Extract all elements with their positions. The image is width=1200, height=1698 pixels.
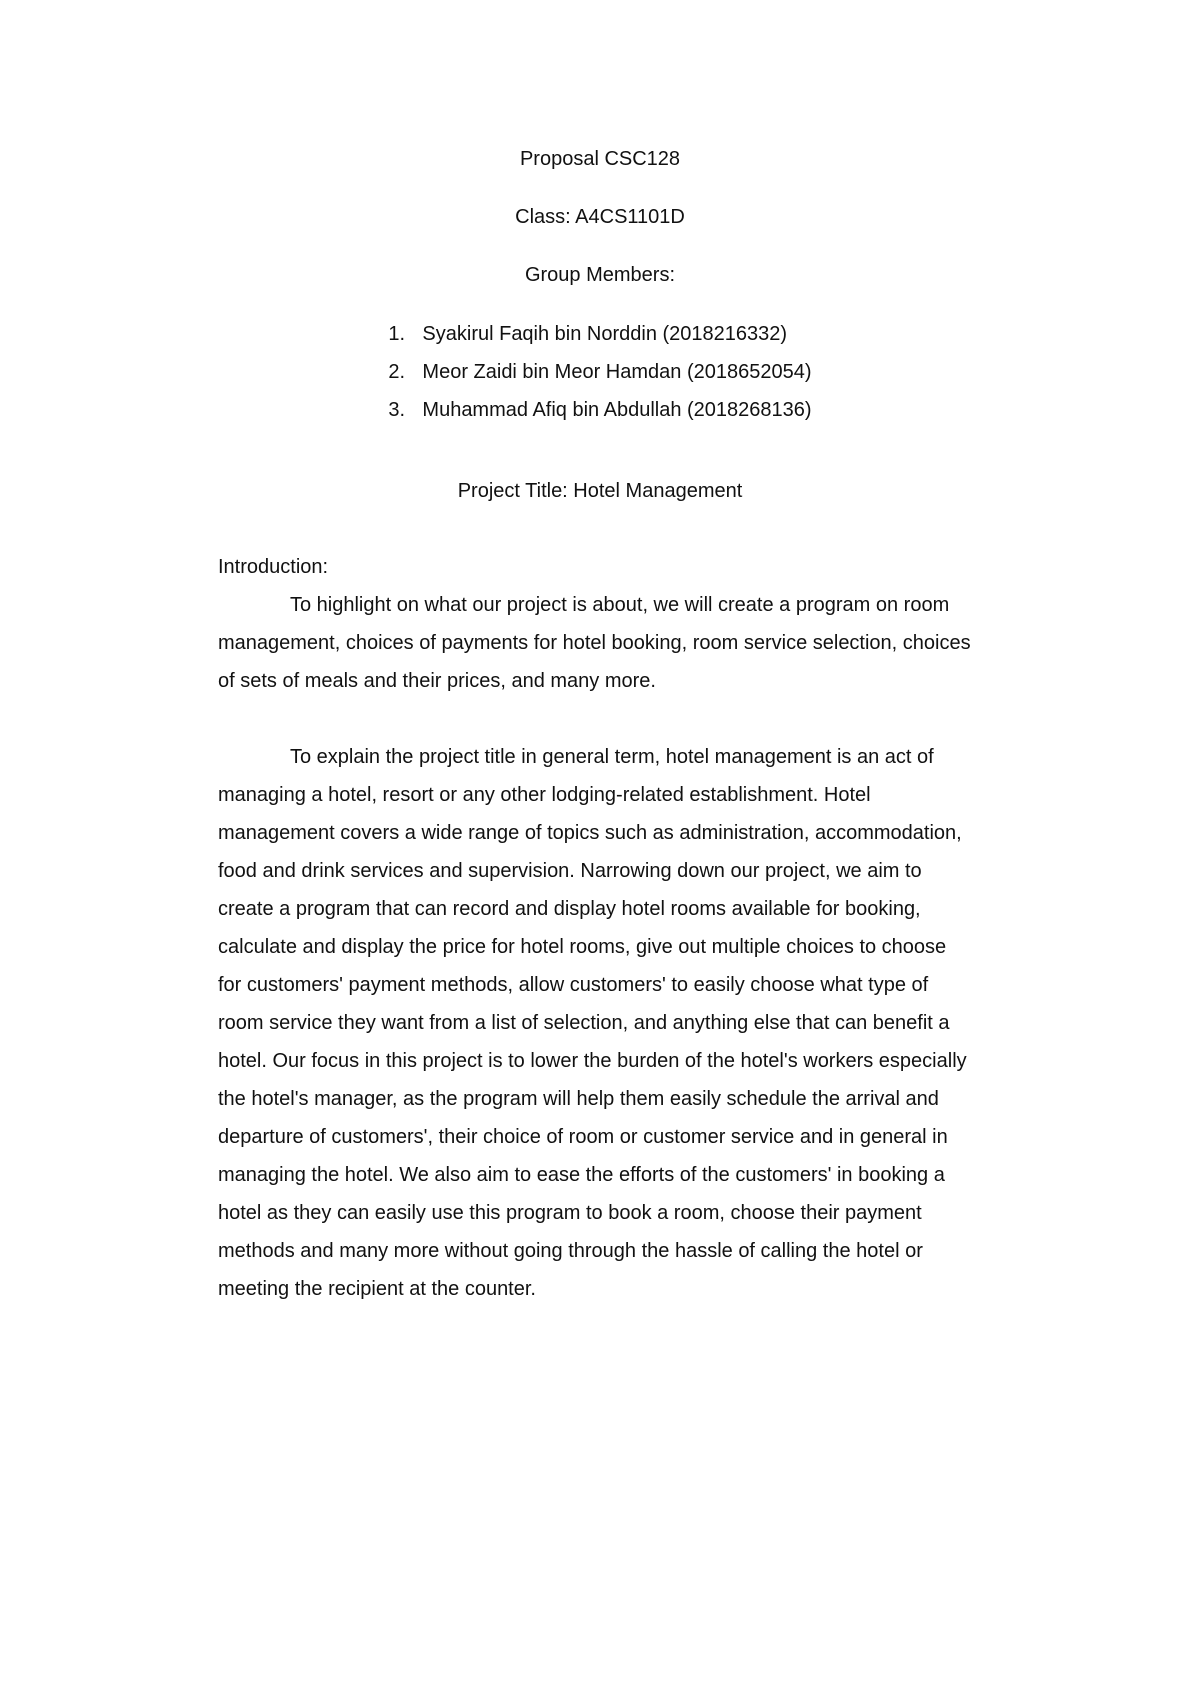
paragraph-line: for customers' payment methods, allow customers' to easily choose what type of — [218, 974, 929, 996]
paragraph-line: room service they want from a list of selection, and anything else that can benefit a — [218, 1012, 950, 1034]
paragraph-line: meeting the recipient at the counter. — [218, 1278, 536, 1300]
paragraph-line: To explain the project title in general term, hotel management is an act of — [290, 746, 934, 768]
paragraph-line: To highlight on what our project is about, we will create a program on room — [290, 594, 950, 616]
paragraph-line: methods and many more without going through the hassle of calling the hotel or — [218, 1240, 923, 1262]
paragraph-line: departure of customers', their choice of room or customer service and in general in — [218, 1126, 948, 1148]
introduction-heading: Introduction: — [218, 556, 329, 578]
paragraph-line: management covers a wide range of topics such as administration, accommodation, — [218, 822, 962, 844]
member-item — [388, 391, 811, 429]
member-item — [388, 315, 811, 353]
member-name: Meor Zaidi bin Meor Hamdan (2018652054) — [422, 361, 812, 383]
paragraph-line: calculate and display the price for hotel rooms, give out multiple choices to choose — [218, 936, 947, 958]
class-line: Class: A4CS1101D — [515, 206, 685, 228]
member-number: 2. — [388, 361, 406, 383]
group-members-list — [0, 315, 1200, 429]
paragraph-line: hotel as they can easily use this program to book a room, choose their payment — [218, 1202, 922, 1224]
paragraph-line: management, choices of payments for hotel booking, room service selection, choices — [218, 632, 971, 654]
document-title: Proposal CSC128 — [519, 148, 681, 170]
paragraph-line: of sets of meals and their prices, and many more. — [218, 670, 656, 692]
member-number: 1. — [388, 323, 406, 345]
paragraph-line: managing a hotel, resort or any other lodging-related establishment. Hotel — [218, 784, 871, 806]
member-item — [388, 353, 811, 391]
paragraph-line: hotel. Our focus in this project is to lower the burden of the hotel's workers especially — [218, 1050, 967, 1072]
paragraph-line: food and drink services and supervision. Narrowing down our project, we aim to — [218, 860, 922, 882]
intro-paragraph-1 — [218, 586, 1068, 700]
paragraph-line: create a program that can record and display hotel rooms available for booking, — [218, 898, 921, 920]
project-title: Project Title: Hotel Management — [457, 480, 743, 502]
paragraph-line: managing the hotel. We also aim to ease the efforts of the customers' in booking a — [218, 1164, 945, 1186]
member-number: 3. — [388, 399, 406, 421]
group-members-heading: Group Members: — [524, 264, 676, 286]
member-name: Muhammad Afiq bin Abdullah (2018268136) — [422, 399, 812, 421]
member-name: Syakirul Faqih bin Norddin (2018216332) — [422, 323, 788, 345]
paragraph-line: the hotel's manager, as the program will help them easily schedule the arrival and — [218, 1088, 939, 1110]
intro-paragraph-2 — [218, 738, 1068, 1308]
